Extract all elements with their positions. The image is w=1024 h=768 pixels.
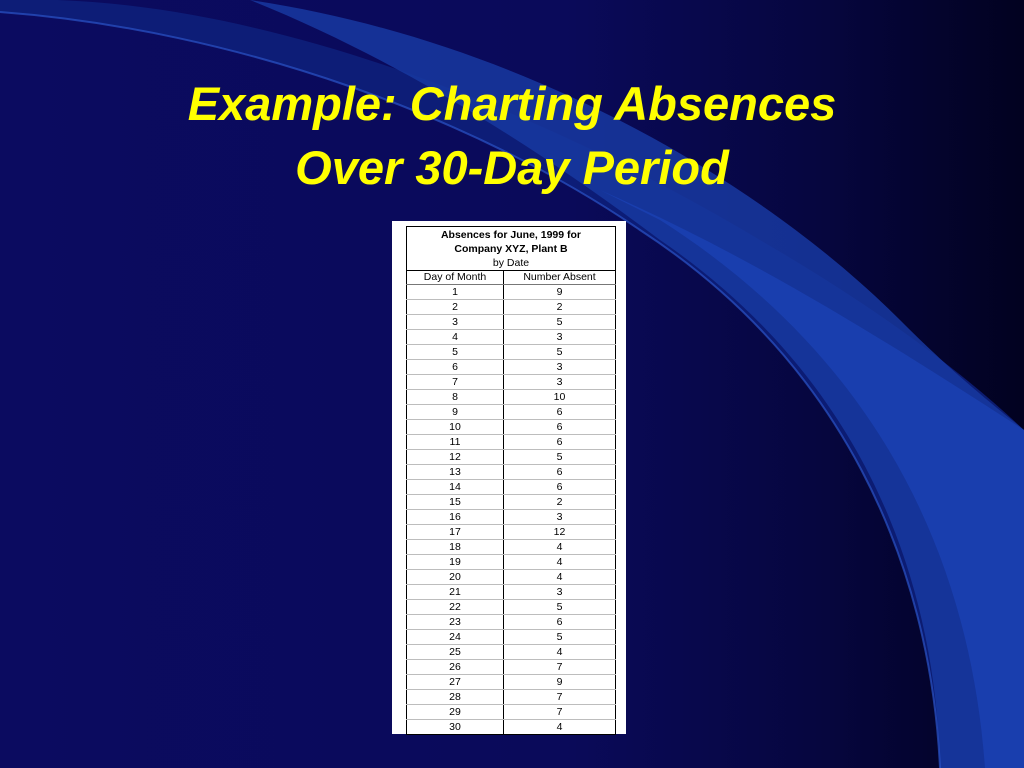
caption-line-1: Absences for June, 1999 for bbox=[440, 229, 582, 241]
caption-line-2: Company XYZ, Plant B bbox=[454, 243, 568, 255]
number-absent-cell: 7 bbox=[504, 660, 616, 675]
day-of-month-cell: 23 bbox=[407, 615, 504, 630]
number-absent-cell: 6 bbox=[504, 465, 616, 480]
number-absent-cell: 4 bbox=[504, 645, 616, 660]
table-row bbox=[407, 465, 616, 480]
absence-table bbox=[406, 226, 616, 735]
table-row bbox=[407, 570, 616, 585]
table-row bbox=[407, 600, 616, 615]
column-header-absent: Number Absent bbox=[504, 271, 616, 285]
table-row bbox=[407, 495, 616, 510]
table-row bbox=[407, 645, 616, 660]
table-row bbox=[407, 540, 616, 555]
table-row bbox=[407, 360, 616, 375]
number-absent-cell: 10 bbox=[504, 390, 616, 405]
slide-title-line-1: Example: Charting Absences bbox=[187, 77, 837, 130]
table-row bbox=[407, 450, 616, 465]
day-of-month-cell: 3 bbox=[407, 315, 504, 330]
day-of-month-cell: 26 bbox=[407, 660, 504, 675]
table-row bbox=[407, 420, 616, 435]
column-header-day: Day of Month bbox=[407, 271, 504, 285]
table-row bbox=[407, 630, 616, 645]
number-absent-cell: 5 bbox=[504, 315, 616, 330]
day-of-month-cell: 30 bbox=[407, 720, 504, 735]
table-row bbox=[407, 435, 616, 450]
number-absent-cell: 3 bbox=[504, 360, 616, 375]
table-row bbox=[407, 300, 616, 315]
table-row bbox=[407, 675, 616, 690]
number-absent-cell: 4 bbox=[504, 570, 616, 585]
day-of-month-cell: 6 bbox=[407, 360, 504, 375]
absence-table-card bbox=[392, 221, 626, 734]
day-of-month-cell: 24 bbox=[407, 630, 504, 645]
day-of-month-cell: 13 bbox=[407, 465, 504, 480]
slide-title-line-2: Over 30-Day Period bbox=[295, 141, 729, 194]
day-of-month-cell: 25 bbox=[407, 645, 504, 660]
number-absent-cell: 2 bbox=[504, 300, 616, 315]
table-caption bbox=[406, 226, 616, 270]
day-of-month-cell: 5 bbox=[407, 345, 504, 360]
number-absent-cell: 9 bbox=[504, 675, 616, 690]
number-absent-cell: 5 bbox=[504, 630, 616, 645]
table-row bbox=[407, 345, 616, 360]
table-row bbox=[407, 405, 616, 420]
number-absent-cell: 12 bbox=[504, 525, 616, 540]
day-of-month-cell: 17 bbox=[407, 525, 504, 540]
number-absent-cell: 5 bbox=[504, 345, 616, 360]
day-of-month-cell: 28 bbox=[407, 690, 504, 705]
number-absent-cell: 3 bbox=[504, 330, 616, 345]
day-of-month-cell: 15 bbox=[407, 495, 504, 510]
table-header-row bbox=[407, 271, 616, 285]
number-absent-cell: 3 bbox=[504, 585, 616, 600]
number-absent-cell: 9 bbox=[504, 285, 616, 300]
number-absent-cell: 5 bbox=[504, 450, 616, 465]
number-absent-cell: 2 bbox=[504, 495, 616, 510]
day-of-month-cell: 20 bbox=[407, 570, 504, 585]
number-absent-cell: 4 bbox=[504, 555, 616, 570]
table-row bbox=[407, 315, 616, 330]
table-row bbox=[407, 555, 616, 570]
table-row bbox=[407, 720, 616, 735]
day-of-month-cell: 27 bbox=[407, 675, 504, 690]
day-of-month-cell: 2 bbox=[407, 300, 504, 315]
table-row bbox=[407, 705, 616, 720]
number-absent-cell: 6 bbox=[504, 435, 616, 450]
table-row bbox=[407, 615, 616, 630]
day-of-month-cell: 14 bbox=[407, 480, 504, 495]
number-absent-cell: 4 bbox=[504, 720, 616, 735]
day-of-month-cell: 10 bbox=[407, 420, 504, 435]
table-row bbox=[407, 510, 616, 525]
caption-line-3: by Date bbox=[492, 257, 530, 269]
number-absent-cell: 6 bbox=[504, 480, 616, 495]
number-absent-cell: 7 bbox=[504, 705, 616, 720]
day-of-month-cell: 8 bbox=[407, 390, 504, 405]
day-of-month-cell: 21 bbox=[407, 585, 504, 600]
table-row bbox=[407, 480, 616, 495]
day-of-month-cell: 1 bbox=[407, 285, 504, 300]
number-absent-cell: 3 bbox=[504, 510, 616, 525]
slide-title bbox=[0, 72, 1024, 200]
day-of-month-cell: 7 bbox=[407, 375, 504, 390]
number-absent-cell: 6 bbox=[504, 420, 616, 435]
table-row bbox=[407, 660, 616, 675]
number-absent-cell: 7 bbox=[504, 690, 616, 705]
day-of-month-cell: 4 bbox=[407, 330, 504, 345]
day-of-month-cell: 22 bbox=[407, 600, 504, 615]
day-of-month-cell: 12 bbox=[407, 450, 504, 465]
table-row bbox=[407, 390, 616, 405]
table-row bbox=[407, 330, 616, 345]
number-absent-cell: 5 bbox=[504, 600, 616, 615]
table-row bbox=[407, 585, 616, 600]
day-of-month-cell: 18 bbox=[407, 540, 504, 555]
number-absent-cell: 4 bbox=[504, 540, 616, 555]
number-absent-cell: 6 bbox=[504, 405, 616, 420]
day-of-month-cell: 11 bbox=[407, 435, 504, 450]
day-of-month-cell: 19 bbox=[407, 555, 504, 570]
day-of-month-cell: 9 bbox=[407, 405, 504, 420]
table-row bbox=[407, 285, 616, 300]
table-body bbox=[407, 285, 616, 735]
day-of-month-cell: 29 bbox=[407, 705, 504, 720]
table-row bbox=[407, 690, 616, 705]
table-row bbox=[407, 525, 616, 540]
number-absent-cell: 3 bbox=[504, 375, 616, 390]
table-row bbox=[407, 375, 616, 390]
number-absent-cell: 6 bbox=[504, 615, 616, 630]
day-of-month-cell: 16 bbox=[407, 510, 504, 525]
